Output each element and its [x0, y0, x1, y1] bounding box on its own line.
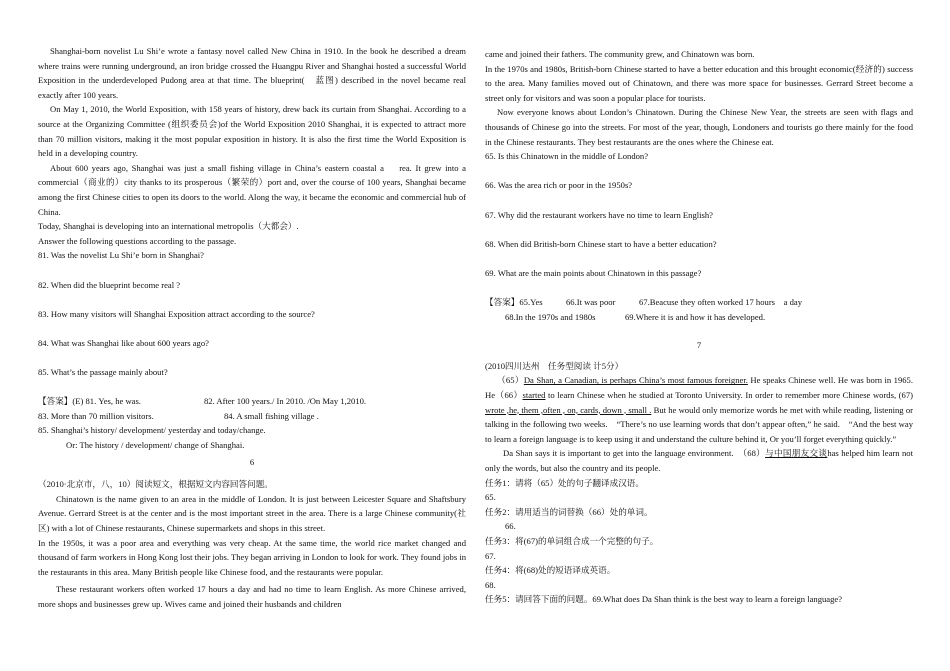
section2-header: （2010·北京市，八，10）阅读短文，根据短文内容回答问题。 — [38, 479, 273, 490]
passage2-continued-3: Now everyone knows about London’s Chinatown. During the Chinese New Year, the streets are seen with flags and thousands of Chinese go into the streets. For most of the year, though, Londoners and tourists go there mainly for the food in the Chinese restaurants. They best restaurants are the ones where the Chinese eat. — [485, 107, 913, 147]
page-number-7: 7 — [696, 340, 702, 351]
answer-85-alt: Or: The history / development/ change of Shanghai. — [66, 440, 245, 451]
p3-text-f: has helped him learn not only the words, but also the country and its people. — [485, 448, 913, 474]
page-number-6: 6 — [249, 456, 255, 467]
question-66: 66. Was the area rich or poor in the 1950s? — [485, 180, 633, 191]
left-column — [38, 44, 466, 612]
p3-text-b: He speaks Chinese well. He was born in 1965. He（66） — [485, 375, 913, 401]
answer-line-2 — [38, 409, 466, 424]
passage1-paragraph-3: About 600 years ago, Shanghai was just a small fishing village in China’s eastern coastal a rea. It grew into a commercial（商业的）city thanks to its prosperous（繁荣的）port and, over the course of 100 years, Shanghai became among the first Chinese cities to open its doors to the world. Along the way, it became the economic and commercial hub of China. — [38, 162, 466, 217]
passage2-paragraph-1: Chinatown is the name given to an area in the middle of London. It is just between Leicester Square and Shaftsbury Avenue. Gerrard Street is at the center and is the most important street in the area. There is a large Chinese community(社区) with a lot of Chinese restaurants, Chinese supermarkets and shops in this street. — [38, 493, 466, 533]
task-1: 任务1：请将（65）处的句子翻译成汉语。 — [485, 477, 644, 488]
line-68: 68. — [485, 579, 496, 590]
answer-81: 【答案】(E) 81. Yes, he was. — [38, 396, 141, 407]
question-82: 82. When did the blueprint become real ? — [38, 279, 181, 290]
instruction: Answer the following questions according to the passage. — [38, 235, 237, 246]
passage2-continued-2: In the 1970s and 1980s, British-born Chinese started to have a better education and this brought economic(经济的) success to the area. Many families moved out of Chinatown, and there was more space for businesses. Gerrard Street become a street only for visitors and was soon a popular place for tourists. — [485, 63, 913, 103]
passage2-paragraph-2: In the 1950s, it was a poor area and everything was very cheap. At the same time, the world rice market changed and thousand of farm workers in Hong Kong lost their jobs. They began arriving in London to look for work. They found jobs in the restaurants in this area. Many British people like Chinese food, and the restaurants were popular. — [38, 537, 466, 577]
question-81: 81. Was the novelist Lu Shi’e born in Shanghai? — [38, 250, 204, 261]
question-83: 83. How many visitors will Shanghai Exposition attract according to the source? — [38, 308, 315, 319]
p3-text-a: （65） — [497, 375, 524, 386]
words-67-underlined: wrote ,he, them ,often , on, cards, down , small . — [485, 404, 652, 415]
question-65: 65. Is this Chinatown in the middle of London? — [485, 151, 649, 162]
answer-84: 84. A small fishing village . — [224, 410, 319, 421]
line-66: 66. — [505, 521, 516, 532]
question-68: 68. When did British-born Chinese start to have a better education? — [485, 238, 717, 249]
line-65: 65. — [485, 492, 496, 503]
passage2-paragraph-3: These restaurant workers often worked 17 hours a day and had no time to learn English. As more Chinese arrived, more shops and businesses grew up. Wives came and joined their husbands and children — [38, 584, 466, 609]
question-84: 84. What was Shanghai like about 600 years ago? — [38, 337, 209, 348]
p3-text-c: to learn Chinese when he studied at Toronto University. In order to remember more Chinese words, (67) — [545, 390, 913, 401]
section3-header: (2010四川达州 任务型阅读 计5分） — [485, 360, 624, 371]
passage3-paragraph-2 — [485, 446, 913, 475]
answer2-line-1 — [485, 295, 913, 310]
task-2: 任务2：请用适当的词替换（66）处的单词。 — [485, 506, 653, 517]
task-4: 任务4：将(68)处的短语译成英语。 — [485, 565, 616, 576]
task-5: 任务5：请回答下面的问题。69.What does Da Shan think is the best way to learn a foreign language? — [485, 594, 843, 605]
right-column — [485, 47, 913, 607]
sentence-65-underlined: Da Shan, a Canadian, is perhaps China’s most famous foreigner. — [523, 375, 748, 386]
answer-83: 83. More than 70 million visitors. — [38, 410, 154, 421]
answer-69: 69.Where it is and how it has developed. — [625, 311, 766, 322]
task-3: 任务3：将(67)的单词组合成一个完整的句子。 — [485, 536, 659, 546]
question-67: 67. Why did the restaurant workers have no time to learn English? — [485, 209, 713, 220]
phrase-68-underlined: 与中国朋友交谈 — [765, 448, 828, 459]
passage2-continued-1: came and joined their fathers. The community grew, and Chinatown was born. — [485, 49, 755, 59]
answer-68: 68.In the 1970s and 1980s — [505, 311, 596, 322]
passage1-paragraph-1: Shanghai-born novelist Lu Shi’e wrote a fantasy novel called New China in 1910. In the book he described a dream where trains were running underground, an iron bridge crossed the Huangpu River and Shanghai hosted a successful World Exposition in the underdeveloped Pudong area at that time. The blueprint( 蓝图) described in the novel became real exactly after 100 years. — [38, 46, 466, 100]
passage1-paragraph-2: On May 1, 2010, the World Exposition, with 158 years of history, drew back its curtain from Shanghai. According to a source at the Organizing Committee (组织委员会)of the World Exposition 2010 Shanghai, it is expected to attract more than 70 million visitors, making it the most popular exposition in history. It is also the first time the World Exposition is held in a developing country. — [38, 104, 466, 159]
answer-67: 67.Beacuse they often worked 17 hours a day — [639, 297, 802, 308]
answer-85: 85. Shanghai’s history/ development/ yesterday and today/change. — [38, 425, 266, 436]
answer-66: 66.It was poor — [566, 297, 616, 308]
word-66-underlined: started — [522, 390, 546, 401]
answer-82: 82. After 100 years./ In 2010. /On May 1,2010. — [204, 396, 367, 407]
answer2-line-2 — [485, 310, 913, 325]
line-67: 67. — [485, 550, 496, 561]
answer-line-1 — [38, 394, 466, 409]
passage3-paragraph-1 — [485, 373, 913, 446]
p3-text-d: But he would only memorize words he met with while reading, listening or talking in the following two weeks. “There’s no use learning words that don’t appear often,” he said. “And the best way to learn a foreign language is to keep using it and understand the culture behind it, Or you’ll forget everything quickly.” — [485, 404, 913, 444]
p3-text-e: Da Shan says it is important to get into the language environment. （68） — [503, 448, 766, 459]
answer-65: 【答案】65.Yes — [485, 297, 543, 308]
question-69: 69. What are the main points about Chinatown in this passage? — [485, 267, 702, 278]
question-85: 85. What’s the passage mainly about? — [38, 367, 168, 378]
passage1-paragraph-4: Today, Shanghai is developing into an international metropolis（大都会）. — [38, 221, 299, 232]
